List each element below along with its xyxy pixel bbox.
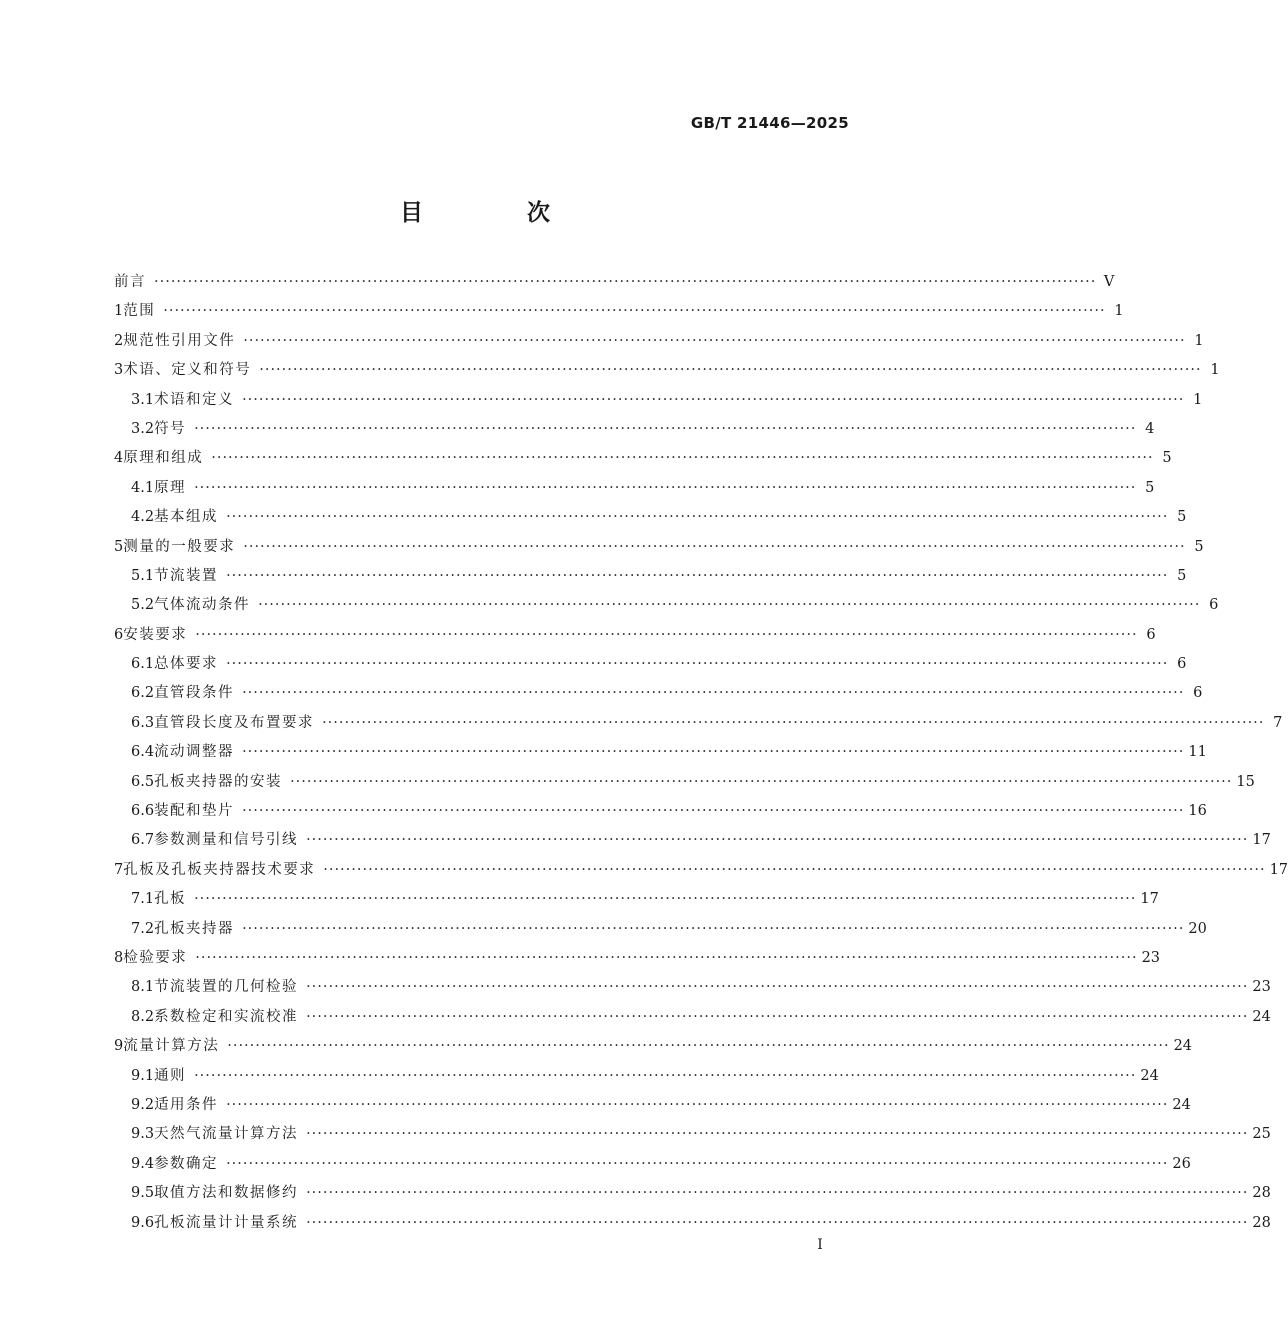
toc-entry-page: 24 <box>1140 1067 1159 1084</box>
toc-entry-page: 24 <box>1252 1008 1271 1025</box>
toc-entry[interactable] <box>114 709 1283 738</box>
toc-dot-leader <box>322 709 1264 738</box>
toc-entry-number: 6.1 <box>131 656 155 673</box>
toc-entry-number: 6.7 <box>131 832 155 849</box>
toc-entry-page: 15 <box>1236 773 1255 790</box>
toc-entry[interactable] <box>114 738 1207 767</box>
toc-entry-page: 17 <box>1252 832 1271 849</box>
toc-entry-label: 孔板 <box>154 891 187 908</box>
toc-entry-number: 4.1 <box>131 479 155 496</box>
toc-entry-page: 5 <box>1177 567 1187 584</box>
toc-entry-label: 前言 <box>114 274 146 290</box>
toc-entry-number: 8 <box>114 949 124 966</box>
toc-entry[interactable] <box>114 444 1172 473</box>
toc-entry-label: 规范性引用文件 <box>123 332 236 349</box>
toc-entry-number: 6.3 <box>131 714 155 731</box>
toc-entry-page: 25 <box>1252 1126 1271 1143</box>
toc-dot-leader <box>194 474 1136 503</box>
toc-entry-page: 24 <box>1172 1096 1191 1113</box>
toc-dot-leader <box>226 1091 1168 1120</box>
toc-entry-number: 9.3 <box>131 1126 155 1143</box>
toc-entry-label: 参数确定 <box>154 1155 219 1172</box>
toc-dot-leader <box>243 533 1185 562</box>
toc-entry-number: 3.2 <box>131 420 155 437</box>
toc-entry[interactable] <box>114 1032 1193 1061</box>
toc-entry-page: 28 <box>1252 1185 1271 1202</box>
toc-entry-label: 直管段长度及布置要求 <box>154 714 315 731</box>
toc-dot-leader <box>243 327 1185 356</box>
toc-entry-page: 11 <box>1188 744 1207 761</box>
toc-dot-leader <box>226 650 1168 679</box>
toc-entry-page: 20 <box>1188 920 1207 937</box>
toc-entry-number: 9.1 <box>131 1067 155 1084</box>
toc-entry-number: 6 <box>114 626 124 643</box>
toc-entry-page: 5 <box>1177 509 1187 526</box>
toc-entry[interactable] <box>114 1062 1159 1091</box>
toc-entry-page: 26 <box>1172 1155 1191 1172</box>
toc-entry-label: 流量计算方法 <box>123 1038 220 1055</box>
toc-entry-page: 6 <box>1146 626 1156 643</box>
toc-entry[interactable] <box>114 562 1187 591</box>
toc-entry-page: 5 <box>1194 538 1204 555</box>
toc-dot-leader <box>306 1179 1248 1208</box>
toc-dot-leader <box>290 768 1232 797</box>
toc-entry-page: 5 <box>1145 479 1155 496</box>
toc-entry-label: 测量的一般要求 <box>123 538 236 555</box>
toc-entry-label: 天然气流量计算方法 <box>154 1126 299 1143</box>
toc-entry-page: 4 <box>1145 420 1155 437</box>
toc-entry-label: 术语和定义 <box>154 391 235 408</box>
toc-entry[interactable] <box>114 1003 1271 1032</box>
toc-entry-number: 3.1 <box>131 391 155 408</box>
toc-entry-page: 5 <box>1162 450 1172 467</box>
toc-entry-page: 23 <box>1141 949 1161 966</box>
toc-entry-label: 流动调整器 <box>154 744 235 761</box>
toc-dot-leader <box>242 386 1184 415</box>
toc-entry-page: 1 <box>1210 362 1220 379</box>
toc-entry-label: 孔板流量计计量系统 <box>154 1214 299 1231</box>
toc-entry-number: 5 <box>114 538 124 555</box>
toc-entry-page: 23 <box>1252 979 1271 996</box>
toc-entry[interactable] <box>114 591 1219 620</box>
toc-entry-label: 直管段条件 <box>154 685 235 702</box>
toc-entry-label: 节流装置 <box>154 567 219 584</box>
toc-entry-page: 17 <box>1140 891 1159 908</box>
toc-entry-label: 原理 <box>154 479 187 496</box>
toc-entry-page: 17 <box>1269 861 1288 878</box>
toc-entry-label: 基本组成 <box>154 509 219 526</box>
toc-dot-leader <box>226 1150 1168 1179</box>
table-of-contents <box>114 268 1288 1238</box>
toc-entry-label: 系数检定和实流校准 <box>154 1008 299 1025</box>
toc-entry-number: 1 <box>114 303 124 320</box>
toc-entry-label: 气体流动条件 <box>154 597 251 614</box>
toc-entry[interactable] <box>114 768 1255 797</box>
toc-dot-leader <box>306 1209 1248 1238</box>
toc-entry-label: 装配和垫片 <box>154 803 235 820</box>
toc-entry-label: 孔板夹持器的安装 <box>154 773 283 790</box>
toc-entry-number: 5.2 <box>131 597 155 614</box>
toc-entry[interactable] <box>114 885 1159 914</box>
toc-entry[interactable] <box>114 1209 1271 1238</box>
toc-entry-number: 9 <box>114 1038 124 1055</box>
toc-dot-leader <box>154 268 1096 297</box>
toc-entry[interactable] <box>114 1150 1191 1179</box>
toc-dot-leader <box>242 738 1184 767</box>
toc-entry-number: 9.6 <box>131 1214 155 1231</box>
toc-dot-leader <box>242 679 1184 708</box>
toc-entry-label: 节流装置的几何检验 <box>154 979 299 996</box>
toc-dot-leader <box>226 503 1168 532</box>
toc-dot-leader <box>227 1032 1169 1061</box>
toc-dot-leader <box>194 885 1136 914</box>
page-title: 目 次 <box>399 199 598 226</box>
toc-entry-page: 1 <box>1194 332 1204 349</box>
toc-entry-label: 孔板夹持器 <box>154 920 235 937</box>
toc-entry[interactable] <box>114 268 1115 297</box>
toc-entry-page: 16 <box>1188 803 1207 820</box>
toc-entry-page: 6 <box>1177 656 1187 673</box>
toc-entry-label: 术语、定义和符号 <box>123 362 252 379</box>
toc-entry[interactable] <box>114 621 1156 650</box>
toc-entry-number: 5.1 <box>131 567 155 584</box>
toc-entry[interactable] <box>114 797 1207 826</box>
toc-dot-leader <box>211 444 1153 473</box>
toc-entry-label: 安装要求 <box>123 626 188 643</box>
toc-dot-leader <box>242 797 1184 826</box>
toc-entry-label: 总体要求 <box>154 656 219 673</box>
toc-dot-leader <box>306 826 1248 855</box>
toc-entry[interactable] <box>114 1179 1271 1208</box>
toc-entry[interactable] <box>114 386 1203 415</box>
toc-entry-label: 适用条件 <box>154 1096 219 1113</box>
toc-entry-page: V <box>1103 274 1115 290</box>
toc-dot-leader <box>306 973 1248 1002</box>
toc-entry-label: 符号 <box>154 420 187 437</box>
toc-entry-label: 范围 <box>123 303 156 320</box>
toc-entry-number: 9.2 <box>131 1096 155 1113</box>
toc-dot-leader <box>242 915 1184 944</box>
toc-entry-number: 3 <box>114 362 124 379</box>
toc-entry-label: 参数测量和信号引线 <box>154 832 299 849</box>
toc-dot-leader <box>258 591 1200 620</box>
toc-entry-page: 28 <box>1252 1214 1271 1231</box>
toc-dot-leader <box>306 1120 1248 1149</box>
toc-entry-label: 原理和组成 <box>123 450 204 467</box>
toc-entry-number: 6.4 <box>131 744 155 761</box>
toc-entry-label: 检验要求 <box>123 949 188 966</box>
toc-entry[interactable] <box>114 826 1271 855</box>
toc-dot-leader <box>323 856 1265 885</box>
toc-entry-number: 8.1 <box>131 979 155 996</box>
toc-entry-page: 7 <box>1273 714 1283 731</box>
toc-entry-number: 2 <box>114 332 124 349</box>
toc-dot-leader <box>226 562 1168 591</box>
toc-dot-leader <box>194 1062 1136 1091</box>
toc-entry[interactable] <box>114 474 1155 503</box>
toc-entry-page: 6 <box>1193 685 1203 702</box>
toc-entry[interactable] <box>114 297 1124 326</box>
toc-entry[interactable] <box>114 679 1203 708</box>
standard-code: GB/T 21446—2025 <box>690 114 849 132</box>
toc-entry[interactable] <box>114 503 1187 532</box>
toc-entry-number: 6.2 <box>131 685 155 702</box>
toc-entry[interactable] <box>114 1120 1271 1149</box>
toc-entry-number: 7.1 <box>131 891 155 908</box>
toc-entry[interactable] <box>114 650 1187 679</box>
toc-dot-leader <box>259 356 1201 385</box>
page-number: I <box>817 1237 823 1253</box>
toc-entry-page: 1 <box>1193 391 1203 408</box>
toc-entry[interactable] <box>114 973 1271 1002</box>
toc-entry-page: 1 <box>1114 303 1124 320</box>
toc-dot-leader <box>195 944 1137 973</box>
toc-entry-number: 9.5 <box>131 1185 155 1202</box>
toc-entry-number: 4 <box>114 450 124 467</box>
toc-entry-number: 6.6 <box>131 803 155 820</box>
toc-entry-number: 4.2 <box>131 509 155 526</box>
toc-entry-label: 通则 <box>154 1067 187 1084</box>
toc-dot-leader <box>194 415 1136 444</box>
toc-entry-number: 6.5 <box>131 773 155 790</box>
toc-entry[interactable] <box>114 533 1204 562</box>
toc-entry[interactable] <box>114 356 1220 385</box>
toc-entry[interactable] <box>114 1091 1191 1120</box>
toc-entry-number: 7.2 <box>131 920 155 937</box>
toc-entry-number: 9.4 <box>131 1155 155 1172</box>
toc-entry[interactable] <box>114 327 1204 356</box>
toc-entry-label: 孔板及孔板夹持器技术要求 <box>123 861 316 878</box>
toc-entry-number: 8.2 <box>131 1008 155 1025</box>
toc-entry-page: 24 <box>1173 1038 1193 1055</box>
toc-entry[interactable] <box>114 944 1161 973</box>
toc-entry[interactable] <box>114 856 1288 885</box>
toc-entry-page: 6 <box>1209 597 1219 614</box>
toc-entry-number: 7 <box>114 861 124 878</box>
toc-dot-leader <box>163 297 1105 326</box>
toc-dot-leader <box>195 621 1137 650</box>
toc-entry[interactable] <box>114 915 1207 944</box>
toc-entry[interactable] <box>114 415 1155 444</box>
toc-dot-leader <box>306 1003 1248 1032</box>
toc-entry-label: 取值方法和数据修约 <box>154 1185 299 1202</box>
